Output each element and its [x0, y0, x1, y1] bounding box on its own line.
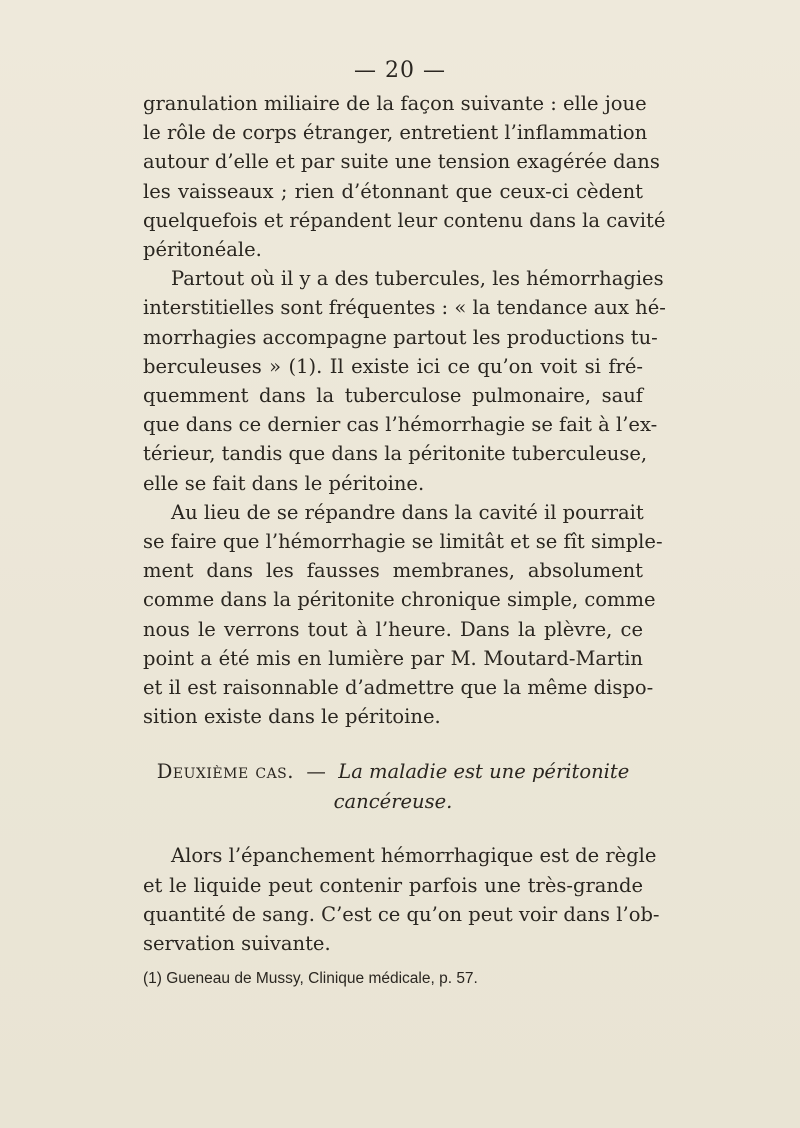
footnote: (1) Gueneau de Mussy, Clinique médicale, p. 57.: [143, 970, 478, 988]
text-line: péritonéale.: [143, 238, 262, 262]
text-line: nous le verrons tout à l’heure. Dans la plèvre, ce: [143, 617, 643, 641]
text-line: térieur, tandis que dans la péritonite tuberculeuse,: [143, 442, 648, 466]
text-line: Partout où il y a des tubercules, les hémorrhagies: [171, 267, 664, 291]
text-line: le rôle de corps étranger, entretient l’inflammation: [143, 121, 648, 145]
text-line: quelquefois et répandent leur contenu dans la cavité: [143, 208, 666, 232]
text-line: quantité de sang. C’est ce qu’on peut voir dans l’ob-: [143, 902, 660, 926]
page-number: — 20 —: [354, 58, 446, 83]
text-line: se faire que l’hémorrhagie se limitât et se fît simple-: [143, 530, 663, 554]
section-label: Deuxième cas.: [156, 760, 294, 784]
paragraph-1: [143, 89, 666, 264]
text-line: quemment dans la tuberculose pulmonaire, sauf: [143, 384, 643, 408]
text-line: berculeuses » (1). Il existe ici ce qu’on voit si fré-: [143, 354, 643, 378]
section-dash: —: [306, 760, 326, 784]
text-line: Alors l’épanchement hémorrhagique est de règle: [171, 844, 657, 868]
text-line: sition existe dans le péritoine.: [143, 705, 441, 729]
section-title-continuation: cancéreuse.: [333, 790, 453, 814]
text-line: granulation miliaire de la façon suivante : elle joue: [143, 92, 647, 115]
text-line: interstitielles sont fréquentes : « la tendance aux hé-: [143, 296, 666, 320]
text-line: les vaisseaux ; rien d’étonnant que ceux-ci cèdent: [143, 179, 643, 203]
section-heading-line-1: [143, 757, 643, 787]
paragraph-4: [143, 841, 660, 958]
text-line: autour d’elle et par suite une tension exagérée dans: [143, 150, 660, 174]
text-line: Au lieu de se répandre dans la cavité il pourrait: [171, 500, 644, 524]
text-line: morrhagies accompagne partout les productions tu-: [143, 325, 658, 349]
section-title: La maladie est une péritonite: [338, 760, 630, 784]
text-line: elle se fait dans le péritoine.: [143, 471, 425, 495]
text-line: ment dans les fausses membranes, absolument: [143, 559, 643, 583]
section-heading: [143, 757, 643, 817]
body-text: [143, 89, 666, 990]
paragraph-3: [143, 498, 663, 732]
text-line: comme dans la péritonite chronique simple, comme: [143, 588, 656, 612]
text-line: et le liquide peut contenir parfois une très-grande: [143, 873, 643, 897]
text-line: et il est raisonnable d’admettre que la même dispo-: [143, 676, 654, 700]
text-line: que dans ce dernier cas l’hémorrhagie se fait à l’ex-: [143, 413, 658, 437]
paragraph-2: [143, 264, 666, 498]
text-line: point a été mis en lumière par M. Moutard-Martin: [143, 646, 643, 670]
text-line: servation suivante.: [143, 932, 331, 956]
